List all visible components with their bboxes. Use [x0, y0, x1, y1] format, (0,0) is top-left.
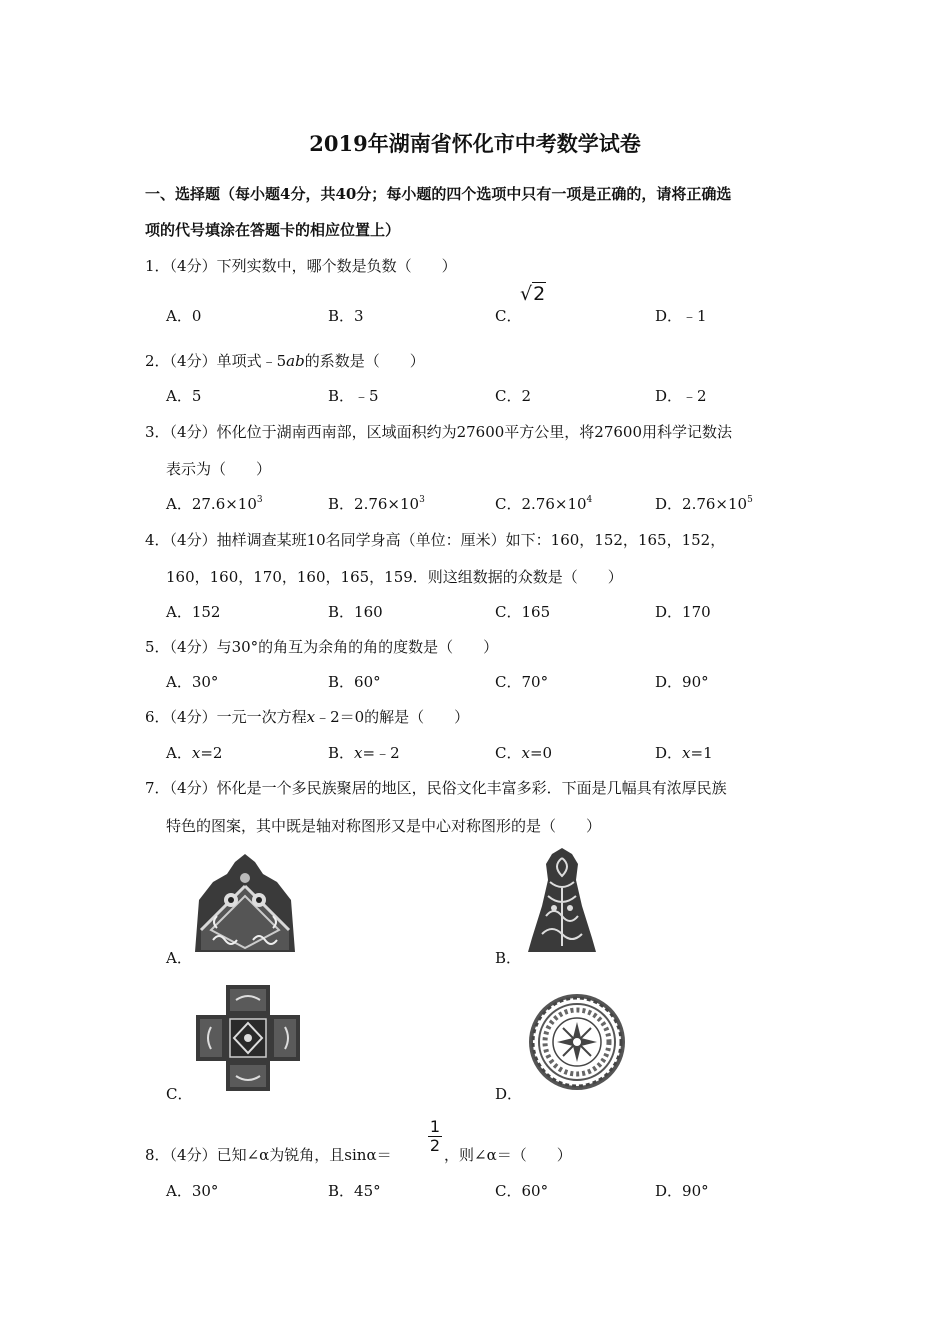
- q1-option-a: A．0: [166, 307, 202, 325]
- q8-option-d: D．90°: [655, 1182, 709, 1200]
- q6-option-b: B．x=﹣2: [328, 744, 400, 762]
- q8-option-c: C．60°: [495, 1182, 549, 1200]
- question-2-stem: 2．（4分）单项式﹣5ab的系数是（ ）: [145, 352, 425, 370]
- pattern-d-image: [527, 992, 627, 1092]
- q3-option-b: B．$2.76\times 10^3$: [328, 495, 425, 513]
- q5-option-b: B．60°: [328, 673, 381, 691]
- q3-option-d: D．$2.76\times 10^5$: [655, 495, 753, 513]
- q2-option-b: B．﹣5: [328, 387, 379, 405]
- q1-option-b: B．3: [328, 307, 364, 325]
- q5-option-a: A．30°: [166, 673, 219, 691]
- question-7-stem-line1: 7．（4分）怀化是一个多民族聚居的地区，民俗文化丰富多彩．下面是几幅具有浓厚民族: [145, 779, 727, 797]
- q1-option-d: D．﹣1: [655, 307, 707, 325]
- q4-option-c: C．165: [495, 603, 551, 621]
- q6-option-c: C．x=0: [495, 744, 553, 762]
- q1-option-c: C．: [495, 307, 522, 325]
- question-6-stem: 6．（4分）一元一次方程x﹣2＝0的解是（ ）: [145, 708, 470, 726]
- q1-radicand: 2: [533, 283, 546, 305]
- pattern-a-image: [193, 852, 297, 956]
- q8-fraction: [428, 1118, 442, 1155]
- question-4-stem-line1: 4．（4分）抽样调查某班10名同学身高（单位：厘米）如下：160，152，165，152，: [145, 531, 726, 549]
- q4-option-b: B．160: [328, 603, 383, 621]
- q8-option-b: B．45°: [328, 1182, 381, 1200]
- q7-option-d: D．: [495, 1085, 523, 1103]
- q5-option-c: C．70°: [495, 673, 549, 691]
- question-4-stem-line2: 160，160，170，160，165，159．则这组数据的众数是（ ）: [166, 568, 623, 586]
- pattern-c-image: [196, 985, 300, 1091]
- q2-option-a: A．5: [166, 387, 202, 405]
- q4-option-d: D．170: [655, 603, 711, 621]
- q5-option-d: D．90°: [655, 673, 709, 691]
- q7-option-a: A．: [166, 949, 192, 967]
- q2-option-c: C．2: [495, 387, 532, 405]
- q8-fraction-numerator: 1: [429, 1117, 441, 1136]
- q1-sqrt-expression: √2: [520, 283, 546, 305]
- q8-fraction-denominator: 2: [429, 1136, 441, 1155]
- q7-option-c: C．: [166, 1085, 193, 1103]
- question-3-stem-line2: 表示为（ ）: [166, 460, 272, 478]
- question-5-stem: 5．（4分）与30°的角互为余角的角的度数是（ ）: [145, 638, 499, 656]
- question-3-stem-line1: 3．（4分）怀化位于湖南西南部，区域面积约为27600平方公里，将27600用科学记数法: [145, 423, 733, 441]
- q7-option-b: B．: [495, 949, 522, 967]
- q3-option-c: C．$2.76\times 10^4$: [495, 495, 593, 513]
- q6-option-d: D．x=1: [655, 744, 713, 762]
- q4-option-a: A．152: [166, 603, 221, 621]
- pattern-b-image: [526, 846, 598, 956]
- section-heading-line2: 项的代号填涂在答题卡的相应位置上）: [145, 221, 401, 239]
- q8-option-a: A．30°: [166, 1182, 219, 1200]
- question-8-stem-part1: 8．（4分）已知∠α为锐角，且sinα＝: [145, 1146, 392, 1164]
- section-heading-line1: 一、选择题（每小题4分，共40分；每小题的四个选项中只有一项是正确的，请将正确选: [145, 185, 732, 203]
- question-8-stem-part2: ，则∠α＝（ ）: [444, 1146, 572, 1164]
- q2-option-d: D．﹣2: [655, 387, 707, 405]
- page-title: 2019年湖南省怀化市中考数学试卷: [309, 131, 641, 156]
- question-1-stem: 1．（4分）下列实数中，哪个数是负数（ ）: [145, 257, 457, 275]
- q3-option-a: A．$27.6\times 10^3$: [166, 495, 263, 513]
- q6-option-a: A．x=2: [166, 744, 223, 762]
- question-7-stem-line2: 特色的图案，其中既是轴对称图形又是中心对称图形的是（ ）: [166, 817, 602, 835]
